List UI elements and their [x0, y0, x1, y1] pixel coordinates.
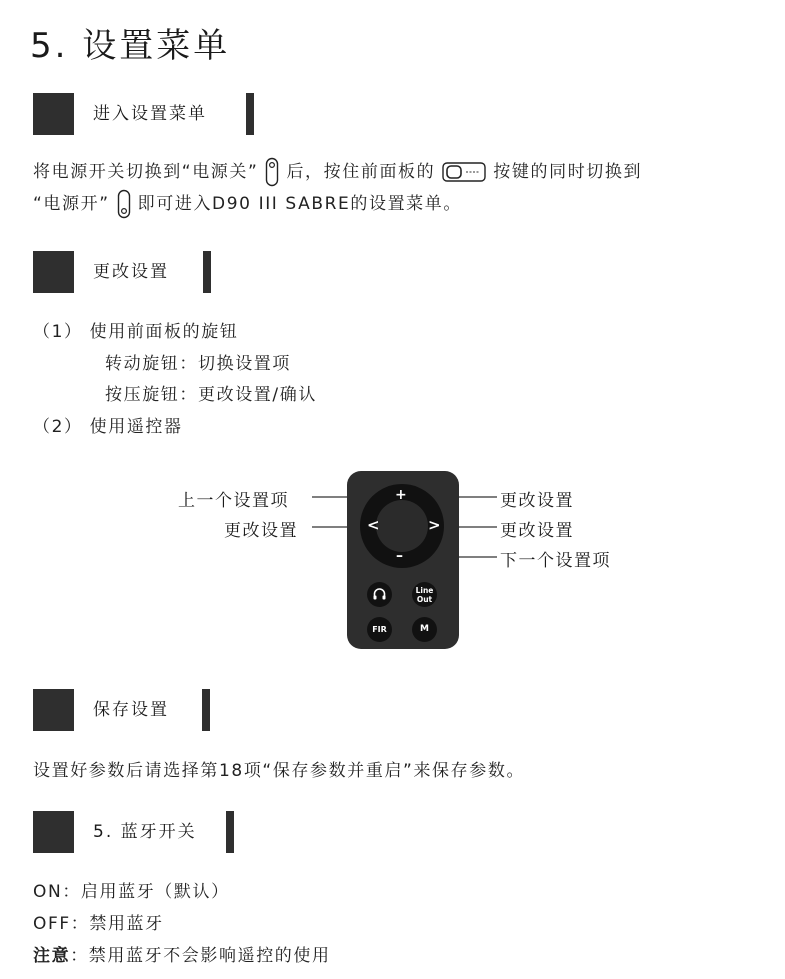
page-title: 5. 设置菜单 — [30, 26, 231, 66]
section-title: 5. 蓝牙开关 — [93, 822, 197, 842]
section-header-save — [33, 689, 210, 731]
remote-plus-button[interactable]: + — [395, 487, 407, 503]
text-span: 即可进入D90 III SABRE的设置菜单。 — [137, 194, 462, 214]
section-bar — [226, 811, 234, 853]
remote-headphone-button[interactable] — [367, 582, 392, 607]
section-title: 保存设置 — [93, 700, 169, 720]
remote-label-down: 下一个设置项 — [500, 551, 611, 571]
remote-line-out-button[interactable]: Line Out — [412, 582, 437, 607]
text-span: 按键的同时切换到 — [493, 162, 643, 182]
change-item-2: （2） 使用遥控器 — [33, 417, 183, 437]
on-label: ON — [33, 882, 63, 902]
headphone-icon — [367, 582, 392, 607]
note-value: ：禁用蓝牙不会影响遥控的使用 — [70, 946, 331, 966]
bluetooth-off-line — [33, 909, 164, 934]
remote-minus-button[interactable]: – — [396, 548, 403, 564]
section-title: 更改设置 — [93, 262, 169, 282]
save-paragraph: 设置好参数后请选择第18项“保存参数并重启”来保存参数。 — [33, 761, 526, 781]
text-span: 将电源开关切换到“电源关” — [33, 162, 259, 182]
remote-fir-button[interactable]: FIR — [367, 617, 392, 642]
section-bar — [202, 689, 210, 731]
text-span: “电源开” — [33, 194, 110, 214]
section-title: 进入设置菜单 — [93, 104, 207, 124]
bluetooth-on-line — [33, 877, 230, 902]
remote-right-button[interactable]: > — [428, 516, 441, 534]
remote-label-right: 更改设置 — [500, 521, 574, 541]
remote-left-button[interactable]: < — [367, 516, 380, 534]
remote-label-up: 上一个设置项 — [178, 491, 289, 511]
bluetooth-note-line — [33, 941, 331, 966]
section-header-bluetooth — [33, 811, 234, 853]
remote-m-button[interactable]: M — [412, 617, 437, 642]
remote-label-right-top: 更改设置 — [500, 491, 574, 511]
change-item-1: （1） 使用前面板的旋钮 — [33, 322, 239, 342]
remote-control — [347, 471, 459, 649]
note-label: 注意 — [33, 946, 71, 966]
text-span: 后，按住前面板的 — [286, 162, 436, 182]
section-marker — [33, 811, 74, 853]
on-value: ：启用蓝牙（默认） — [62, 882, 230, 902]
change-item-1a: 转动旋钮：切换设置项 — [105, 354, 291, 374]
section-marker — [33, 689, 74, 731]
change-item-1b: 按压旋钮：更改设置/确认 — [105, 385, 317, 405]
remote-label-left: 更改设置 — [224, 521, 298, 541]
off-value: ：禁用蓝牙 — [70, 914, 164, 934]
off-label: OFF — [33, 914, 71, 934]
